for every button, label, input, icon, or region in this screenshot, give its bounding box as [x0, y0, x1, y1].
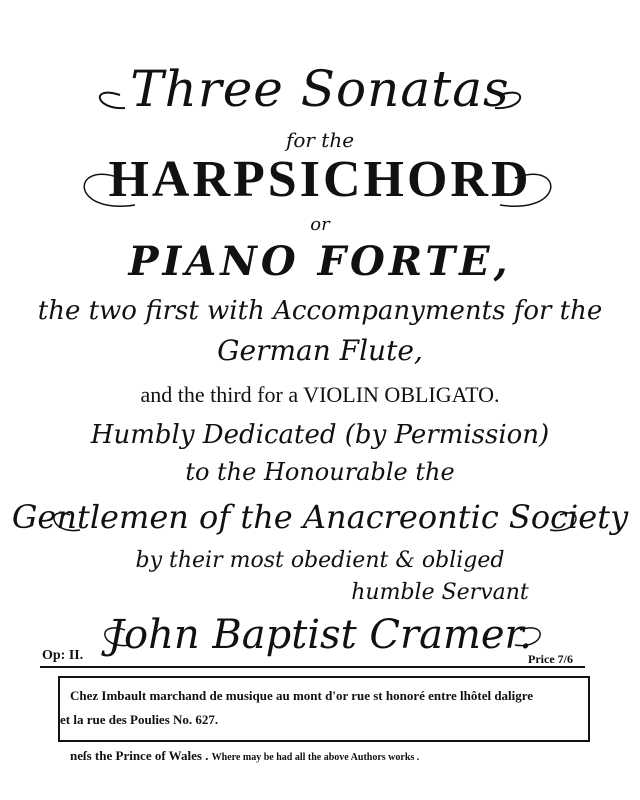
footer-small: Where may be had all the above Authors works . [211, 752, 420, 763]
title-line-humble-servant: humble Servant [351, 580, 529, 605]
title-line-obedient: by their most obedient & obliged [135, 548, 505, 573]
footer-line [70, 748, 419, 764]
title-line-violin-obligato: and the third for a VIOLIN OBLIGATO. [140, 382, 500, 407]
composer-name: John Baptist Cramer. [107, 612, 532, 658]
title-line-or: or [310, 214, 330, 235]
imprint-line-2: et la rue des Poulies No. 627. [60, 712, 219, 727]
imprint-box [58, 676, 590, 742]
title-line-german-flute: German Flute, [217, 334, 423, 367]
title-line-honourable: to the Honourable the [185, 458, 455, 486]
title-line-for-the: for the [285, 128, 355, 152]
price: Price 7/6 [528, 652, 573, 666]
title-line-harpsichord: HARPSICHORD [108, 151, 532, 208]
divider-rule [40, 666, 585, 668]
opus-number: Op: II. [42, 648, 84, 663]
title-line-dedicated: Humbly Dedicated (by Permission) [90, 420, 550, 450]
title-line-anacreontic-society: Gentlemen of the Anacreontic Society [11, 498, 629, 536]
title-line-three-sonatas: Three Sonatas [130, 60, 510, 118]
footer-main: neſs the Prince of Wales . [70, 748, 209, 763]
title-line-accompanyments: the two first with Accompanyments for the [37, 296, 603, 326]
title-line-piano-forte: PIANO FORTE, [128, 238, 512, 285]
imprint-line-1: Chez Imbault marchand de musique au mont d'or rue st honoré entre lhôtel daligre [70, 688, 534, 703]
